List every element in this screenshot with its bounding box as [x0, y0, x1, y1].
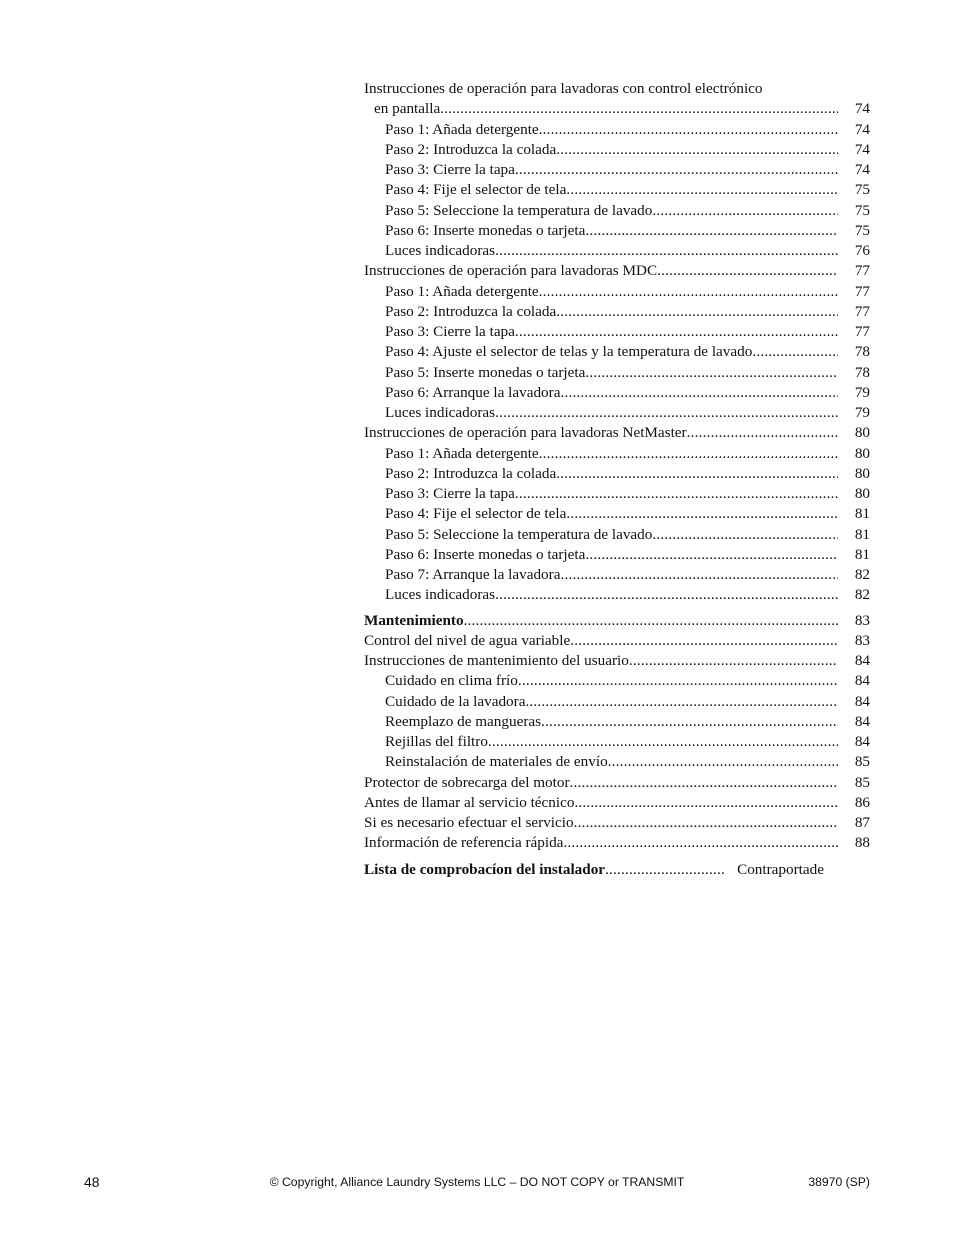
toc-entry-page: 84 — [854, 672, 870, 690]
dot-leader — [574, 813, 838, 833]
toc-entry-page: 83 — [854, 611, 870, 629]
dot-leader — [560, 565, 838, 585]
toc-entry[interactable] — [364, 651, 870, 671]
toc-entry-page: 80 — [854, 464, 870, 482]
toc-entry[interactable] — [364, 201, 870, 221]
toc-entry-page: 77 — [854, 282, 870, 300]
dot-leader — [563, 833, 838, 853]
dot-leader — [495, 585, 838, 605]
toc-entry-title: Paso 3: Cierre la tapa — [385, 323, 515, 340]
toc-entry-title: Paso 1: Añada detergente — [385, 120, 539, 138]
toc-entry-title: Paso 5: Seleccione la temperatura de lavado — [385, 201, 653, 219]
toc-entry-page: 80 — [854, 424, 870, 442]
toc-entry-title: Paso 4: Ajuste el selector de telas y la temperatura de lavado — [385, 343, 753, 361]
toc-entry-page: 77 — [854, 302, 870, 320]
toc-entry[interactable] — [364, 444, 870, 464]
toc-entry[interactable] — [364, 565, 870, 585]
dot-leader — [440, 99, 838, 119]
toc-entry-page: 78 — [854, 363, 870, 381]
toc-entry[interactable] — [364, 221, 870, 241]
toc-entry-title: Paso 1: Añada detergente — [385, 282, 539, 300]
toc-entry[interactable] — [364, 504, 870, 524]
dot-leader — [605, 860, 725, 880]
dot-leader — [652, 525, 838, 545]
toc-entry-page: 81 — [854, 545, 870, 563]
dot-leader — [585, 221, 838, 241]
toc-entry-page: 75 — [854, 201, 870, 219]
toc-entry-page: 83 — [854, 631, 870, 649]
dot-leader — [539, 120, 838, 140]
toc-entry-page: 77 — [854, 323, 870, 340]
toc-entry-page: 84 — [854, 712, 870, 730]
toc-entry-title: Antes de llamar al servicio técnico — [364, 793, 575, 811]
toc-entry-title: Reinstalación de materiales de envío — [385, 753, 608, 771]
toc-entry-page: 77 — [854, 262, 870, 280]
toc-entry[interactable] — [364, 180, 870, 200]
dot-leader — [515, 160, 838, 180]
toc-entry[interactable] — [364, 671, 870, 691]
toc-entry[interactable] — [364, 120, 870, 140]
dot-leader — [570, 773, 838, 793]
toc-entry-title: Paso 2: Introduzca la colada — [385, 464, 557, 482]
toc-entry-page: 74 — [854, 140, 870, 158]
toc-entry-page: 85 — [854, 753, 870, 771]
toc-entry-page: 87 — [854, 814, 870, 831]
table-of-contents — [364, 79, 870, 880]
toc-entry-title: Paso 3: Cierre la tapa — [385, 161, 515, 178]
toc-entry-page: 78 — [854, 343, 870, 361]
dot-leader — [566, 504, 838, 524]
dot-leader — [495, 241, 838, 261]
toc-entry-page: 74 — [854, 120, 870, 138]
dot-leader — [585, 363, 838, 383]
dot-leader — [657, 261, 838, 281]
toc-entry-title: Paso 6: Inserte monedas o tarjeta — [385, 221, 586, 239]
toc-entry-title: Luces indicadoras — [385, 586, 496, 604]
toc-entry-title: Paso 2: Introduzca la colada — [385, 140, 557, 158]
toc-entry-title: Rejillas del filtro — [385, 733, 488, 750]
dot-leader — [570, 631, 838, 651]
dot-leader — [556, 464, 838, 484]
toc-entry-title: Paso 5: Seleccione la temperatura de lavado — [385, 525, 653, 543]
toc-entry-title: Cuidado de la lavadora — [385, 692, 526, 710]
dot-leader — [495, 403, 838, 423]
dot-leader — [574, 793, 838, 813]
toc-entry-title: Información de referencia rápida — [364, 834, 564, 852]
toc-entry-page: 84 — [854, 733, 870, 750]
toc-entry-page: 79 — [854, 404, 870, 421]
toc-entry[interactable] — [364, 99, 870, 119]
dot-leader — [539, 444, 838, 464]
toc-entry[interactable] — [364, 525, 870, 545]
toc-entry-page: 81 — [854, 505, 870, 523]
toc-entry-title: Control del nivel de agua variable — [364, 631, 571, 649]
toc-entry[interactable] — [364, 773, 870, 793]
toc-entry-page: 76 — [854, 242, 870, 259]
toc-entry-title: Paso 4: Fije el selector de tela — [385, 505, 567, 523]
toc-entry[interactable] — [364, 241, 870, 261]
toc-entry-title: Si es necesario efectuar el servicio — [364, 814, 574, 831]
toc-entry-page: 80 — [854, 444, 870, 462]
dot-leader — [556, 140, 838, 160]
toc-entry-page: 81 — [854, 525, 870, 543]
toc-entry[interactable] — [364, 484, 870, 504]
toc-entry[interactable] — [364, 140, 870, 160]
dot-leader — [539, 282, 838, 302]
toc-entry-title: Instrucciones de operación para lavadoras MDC — [364, 262, 658, 280]
toc-entry[interactable] — [364, 282, 870, 302]
toc-entry-title: Mantenimiento — [364, 611, 464, 629]
toc-entry-page: 75 — [854, 221, 870, 239]
dot-leader — [541, 712, 838, 732]
toc-entry-page: 86 — [854, 793, 870, 811]
page-footer — [84, 1173, 870, 1191]
toc-entry-title: Paso 5: Inserte monedas o tarjeta — [385, 363, 586, 381]
toc-entry[interactable] — [364, 160, 870, 180]
toc-entry[interactable] — [364, 545, 870, 565]
toc-entry[interactable] — [364, 692, 870, 712]
toc-entry-title: Instrucciones de operación para lavadoras con control electrónico — [364, 80, 763, 97]
toc-entry[interactable] — [364, 261, 870, 281]
toc-entry-title: Paso 4: Fije el selector de tela — [385, 181, 567, 199]
toc-entry-title: Protector de sobrecarga del motor — [364, 773, 570, 791]
toc-entry[interactable] — [364, 793, 870, 813]
toc-entry[interactable] — [364, 363, 870, 383]
toc-entry-title: Cuidado en clima frío — [385, 672, 518, 690]
page-number: 48 — [84, 1174, 100, 1190]
dot-leader — [515, 484, 838, 504]
dot-leader — [629, 651, 838, 671]
toc-entry[interactable] — [364, 631, 870, 651]
toc-entry[interactable] — [364, 383, 870, 403]
toc-entry-page: 75 — [854, 181, 870, 199]
dot-leader — [566, 180, 838, 200]
dot-leader — [525, 692, 838, 712]
toc-entry-title: Luces indicadoras — [385, 242, 496, 259]
toc-entry[interactable] — [364, 302, 870, 322]
dot-leader — [608, 752, 838, 772]
toc-entry-page: 80 — [854, 485, 870, 502]
dot-leader — [752, 342, 838, 362]
toc-entry-page: 82 — [854, 566, 870, 583]
toc-entry-heading-line — [364, 79, 870, 99]
toc-entry-title: Reemplazo de mangueras — [385, 712, 542, 730]
toc-entry[interactable] — [364, 464, 870, 484]
toc-entry[interactable] — [364, 611, 870, 631]
document-code: 38970 (SP) — [808, 1175, 870, 1189]
dot-leader — [556, 302, 838, 322]
toc-entry-title: Instrucciones de operación para lavadoras NetMaster — [364, 424, 687, 442]
toc-entry-title-cont: en pantalla — [374, 100, 441, 118]
toc-entry-title: Paso 2: Introduzca la colada — [385, 302, 557, 320]
dot-leader — [515, 322, 838, 342]
toc-entry-page: 88 — [854, 834, 870, 852]
toc-entry[interactable] — [364, 833, 870, 853]
toc-entry-title: Luces indicadoras — [385, 404, 496, 421]
toc-entry[interactable] — [364, 342, 870, 362]
dot-leader — [585, 545, 838, 565]
toc-entry-title: Paso 6: Arranque la lavadora — [385, 383, 561, 401]
toc-entry[interactable] — [364, 813, 870, 833]
copyright-notice: © Copyright, Alliance Laundry Systems LLC – DO NOT COPY or TRANSMIT — [269, 1175, 685, 1189]
toc-entry-page: 79 — [854, 383, 870, 401]
toc-entry-page: 74 — [854, 161, 870, 178]
toc-entry[interactable] — [364, 712, 870, 732]
toc-entry-title: Paso 3: Cierre la tapa — [385, 485, 515, 502]
toc-entry-page: 85 — [854, 773, 870, 791]
dot-leader — [518, 671, 838, 691]
dot-leader — [488, 732, 838, 752]
toc-entry-title: Paso 1: Añada detergente — [385, 444, 539, 462]
dot-leader — [652, 201, 838, 221]
toc-entry[interactable] — [364, 322, 870, 342]
toc-entry[interactable] — [364, 403, 870, 423]
toc-entry-page: 82 — [854, 586, 870, 604]
toc-entry[interactable] — [364, 752, 870, 772]
dot-leader — [560, 383, 838, 403]
dot-leader — [687, 423, 838, 443]
toc-entry[interactable] — [364, 732, 870, 752]
toc-entry-page: 84 — [854, 692, 870, 710]
toc-entry-title: Lista de comprobacíon del instalador — [364, 860, 606, 878]
toc-entry[interactable] — [364, 585, 870, 605]
toc-entry-page: Contraportade — [737, 860, 824, 878]
toc-entry-title: Paso 6: Inserte monedas o tarjeta — [385, 545, 586, 563]
dot-leader — [464, 611, 838, 631]
toc-entry-title: Paso 7: Arranque la lavadora — [385, 566, 561, 583]
toc-entry-page: 84 — [854, 652, 870, 669]
toc-entry[interactable] — [364, 423, 870, 443]
toc-entry-page: 74 — [854, 100, 870, 118]
toc-entry[interactable] — [364, 860, 870, 880]
toc-entry-title: Instrucciones de mantenimiento del usuario — [364, 652, 629, 669]
